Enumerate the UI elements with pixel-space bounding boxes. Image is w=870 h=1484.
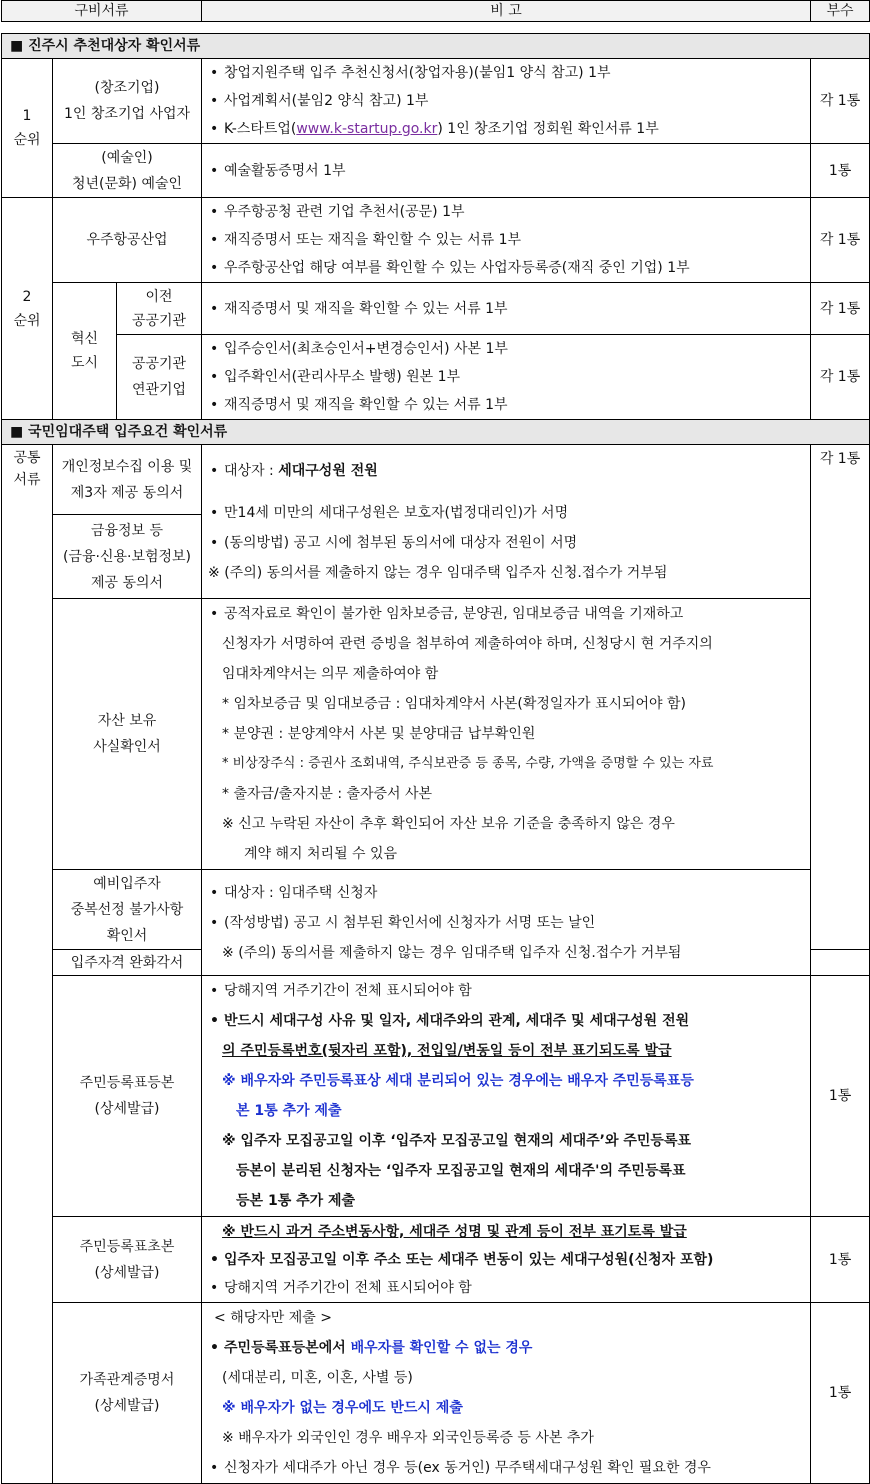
bullet: • (작성방법) 공고 시 첨부된 확인서에 신청자가 서명 또는 날인 <box>208 908 804 938</box>
bullet-cont: 신청자가 서명하여 관련 증빙을 첨부하여 제출하여야 하며, 신청당시 현 거주지의 <box>222 636 713 652</box>
sub-item: * 분양권 : 분양계약서 사본 및 분양대금 납부확인원 <box>222 726 536 742</box>
note: ※ (주의) 동의서를 제출하지 않는 경우 임대주택 입주자 신청.접수가 거부됨 <box>222 944 682 961</box>
note-cont: 등본 1통 추가 제출 <box>236 1193 356 1209</box>
header-docs: 구비서류 <box>2 1 202 22</box>
bullet: • 대상자 : 임대주택 신청자 <box>208 878 804 908</box>
startup-remarks <box>202 59 811 144</box>
family-copies: 1통 <box>811 1303 870 1484</box>
note-cont: 등본이 분리된 신청자는 ‘입주자 모집공고일 현재의 세대주'의 주민등록표 <box>236 1163 686 1179</box>
startup-copies: 각 1통 <box>811 59 870 144</box>
header-row <box>2 1 870 22</box>
aerospace-copies: 각 1통 <box>811 198 870 283</box>
family-header: < 해당자만 제출 > <box>214 1310 332 1326</box>
bullet: • 예술활동증명서 1부 <box>208 157 804 185</box>
relocated-copies: 각 1통 <box>811 283 870 335</box>
bullet: • 재직증명서 또는 재직을 확인할 수 있는 서류 1부 <box>208 226 804 254</box>
note: ※ 배우자가 외국인인 경우 배우자 외국인등록증 등 사본 추가 <box>222 1430 594 1446</box>
rank-1: 1 순위 <box>2 59 53 198</box>
bullet: • 신청자가 세대주가 아닌 경우 등(ex 동거인) 무주택세대구성원 확인 필요한 경우 <box>208 1453 804 1483</box>
artist-remarks <box>202 144 811 198</box>
note: ※ (주의) 동의서를 제출하지 않는 경우 임대주택 입주자 신청.접수가 거부됨 <box>208 564 668 581</box>
artist-label <box>53 144 202 198</box>
aerospace-remarks <box>202 198 811 283</box>
section1-title-row <box>2 34 870 59</box>
abstract-label-1: 주민등록표초본 <box>79 1238 175 1255</box>
k-startup-link[interactable]: www.k-startup.go.kr <box>296 121 438 137</box>
related-label <box>117 335 202 420</box>
relocated-label-2: 공공기관 <box>131 312 187 329</box>
resident-copies: 1통 <box>811 976 870 1217</box>
related-label-2: 연관기업 <box>131 382 187 398</box>
bullet: • K-스타트업(www.k-startup.go.kr) 1인 창조기업 정회원 확인서류 1부 <box>208 115 804 143</box>
common-label-1: 공통 <box>13 450 41 466</box>
bullet: • 당해지역 거주기간이 전체 표시되어야 함 <box>208 1274 804 1302</box>
section1-title: ■ 진주시 추천대상자 확인서류 <box>2 34 870 59</box>
note: ※ 배우자와 주민등록표상 세대 분리되어 있는 경우에는 배우자 주민등록표등 <box>222 1073 694 1089</box>
dup-label-1: 예비입주자 <box>93 875 161 892</box>
dup-remarks <box>202 870 811 976</box>
family-label <box>53 1303 202 1484</box>
header-remarks: 비 고 <box>202 1 811 22</box>
note-cont: 계약 해지 처리될 수 있음 <box>244 846 398 862</box>
abstract-remarks <box>202 1217 811 1303</box>
copies-blank <box>811 950 870 976</box>
bullet: • 대상자 : 세대구성원 전원 <box>208 456 804 486</box>
abstract-copies: 1통 <box>811 1217 870 1303</box>
sub-item: * 임차보증금 및 임대보증금 : 임대차계약서 사본(확정일자가 표시되어야 함) <box>222 696 686 712</box>
header-copies: 부수 <box>811 1 870 22</box>
dup-label-2: 중복선정 불가사항 <box>70 901 184 918</box>
resident-label-2: (상세발급) <box>94 1101 160 1117</box>
innov-city-label <box>53 283 117 420</box>
bullet-cont: (세대분리, 미혼, 이혼, 사별 등) <box>222 1370 413 1386</box>
related-label-1: 공공기관 <box>131 356 187 372</box>
consent-label-5: 제공 동의서 <box>90 574 164 591</box>
innov-label-2: 도시 <box>70 355 99 371</box>
asset-label-2: 사실확인서 <box>93 739 161 755</box>
consent-label-a <box>53 445 202 515</box>
asset-remarks <box>202 599 811 870</box>
abstract-label-2: (상세발급) <box>94 1264 160 1281</box>
consent-label-b <box>53 515 202 599</box>
consent-remarks <box>202 445 811 599</box>
note-cont: 본 1통 추가 제출 <box>236 1103 342 1119</box>
aerospace-label: 우주항공산업 <box>53 198 202 283</box>
common-label-2: 서류 <box>13 472 41 488</box>
bullet: • (동의방법) 공고 시에 첨부된 동의서에 대상자 전원이 서명 <box>208 528 804 558</box>
section2-title: ■ 국민임대주택 입주요건 확인서류 <box>2 420 870 445</box>
bullet: • 당해지역 거주기간이 전체 표시되어야 함 <box>208 976 804 1006</box>
family-remarks <box>202 1303 811 1484</box>
artist-label-1: (예술인) <box>101 149 153 166</box>
resident-label-1: 주민등록표등본 <box>79 1075 175 1091</box>
bullet: • 입주자 모집공고일 이후 주소 또는 세대주 변동이 있는 세대구성원(신청자 포함) <box>208 1246 804 1274</box>
note: ※ 신고 누락된 자산이 추후 확인되어 자산 보유 기준을 충족하지 않은 경우 <box>222 816 675 832</box>
related-remarks <box>202 335 811 420</box>
bullet: • 우주항공청 관련 기업 추천서(공문) 1부 <box>208 198 804 226</box>
consent-label-3: 금융정보 등 <box>90 522 164 539</box>
sub-item: * 출자금/출자지분 : 출자증서 사본 <box>222 786 433 802</box>
bullet-cont: 의 주민등록번호(뒷자리 포함), 전입일/변동일 등이 전부 표기되도록 발급 <box>222 1043 672 1059</box>
relocated-label <box>117 283 202 335</box>
startup-label <box>53 59 202 144</box>
family-label-1: 가족관계증명서 <box>79 1372 175 1388</box>
bullet: • 재직증명서 및 재직을 확인할 수 있는 서류 1부 <box>208 295 804 323</box>
bullet: • 창업지원주택 입주 추천신청서(창업자용)(붙임1 양식 참고) 1부 <box>208 59 804 87</box>
resident-remarks <box>202 976 811 1217</box>
sub-item: * 비상장주식 : 증권사 조회내역, 주식보관증 등 종목, 수량, 가액을 증명할 수 있는 자료 <box>222 756 714 771</box>
bullet: • 만14세 미만의 세대구성원은 보호자(법정대리인)가 서명 <box>208 498 804 528</box>
consent-label-2: 제3자 제공 동의서 <box>70 484 184 501</box>
section2-title-row <box>2 420 870 445</box>
abstract-label <box>53 1217 202 1303</box>
startup-label-1: (창조기업) <box>94 80 160 96</box>
consent-copies: 각 1통 <box>811 445 870 950</box>
bullet: • 입주승인서(최초승인서+변경승인서) 사본 1부 <box>208 335 804 363</box>
bullet: • 주민등록표등본에서 배우자를 확인할 수 없는 경우 <box>208 1333 804 1363</box>
consent-label-4: (금융·신용·보험정보) <box>63 548 192 565</box>
bullet: • 우주항공산업 해당 여부를 확인할 수 있는 사업자등록증(재직 중인 기업) 1부 <box>208 254 804 282</box>
related-copies: 각 1통 <box>811 335 870 420</box>
relocated-label-1: 이전 <box>145 288 173 305</box>
note: ※ 입주자 모집공고일 이후 ‘입주자 모집공고일 현재의 세대주’와 주민등록표 <box>222 1133 691 1149</box>
asset-label-1: 자산 보유 <box>97 713 157 729</box>
relocated-remarks <box>202 283 811 335</box>
resident-label <box>53 976 202 1217</box>
note: ※ 배우자가 없는 경우에도 반드시 제출 <box>222 1400 463 1416</box>
artist-copies: 1통 <box>811 144 870 198</box>
dup-label-relax: 입주자격 완화각서 <box>53 950 202 976</box>
bullet: • 입주확인서(관리사무소 발행) 원본 1부 <box>208 363 804 391</box>
dup-label <box>53 870 202 950</box>
bullet-cont: 임대차계약서는 의무 제출하여야 함 <box>222 666 439 682</box>
asset-label <box>53 599 202 870</box>
family-label-2: (상세발급) <box>94 1398 160 1414</box>
document-table <box>1 0 870 1484</box>
artist-label-2: 청년(문화) 예술인 <box>71 175 183 192</box>
innov-label-1: 혁신 <box>70 331 99 347</box>
startup-label-2: 1인 창조기업 사업자 <box>64 106 191 122</box>
dup-label-3: 확인서 <box>106 927 148 944</box>
note: ※ 반드시 과거 주소변동사항, 세대주 성명 및 관계 등이 전부 표기토록 발급 <box>222 1223 687 1240</box>
common-docs-label <box>2 445 53 1484</box>
consent-label-1: 개인정보수집 이용 및 <box>61 458 193 475</box>
bullet: • 공적자료로 확인이 불가한 임차보증금, 분양권, 임대보증금 내역을 기재하고 <box>208 599 804 629</box>
bullet: • 사업계획서(붙임2 양식 참고) 1부 <box>208 87 804 115</box>
bullet: • 재직증명서 및 재직을 확인할 수 있는 서류 1부 <box>208 391 804 419</box>
rank-2: 2 순위 <box>2 198 53 420</box>
bullet: • 반드시 세대구성 사유 및 일자, 세대주와의 관계, 세대주 및 세대구성원 전원 <box>208 1006 804 1036</box>
